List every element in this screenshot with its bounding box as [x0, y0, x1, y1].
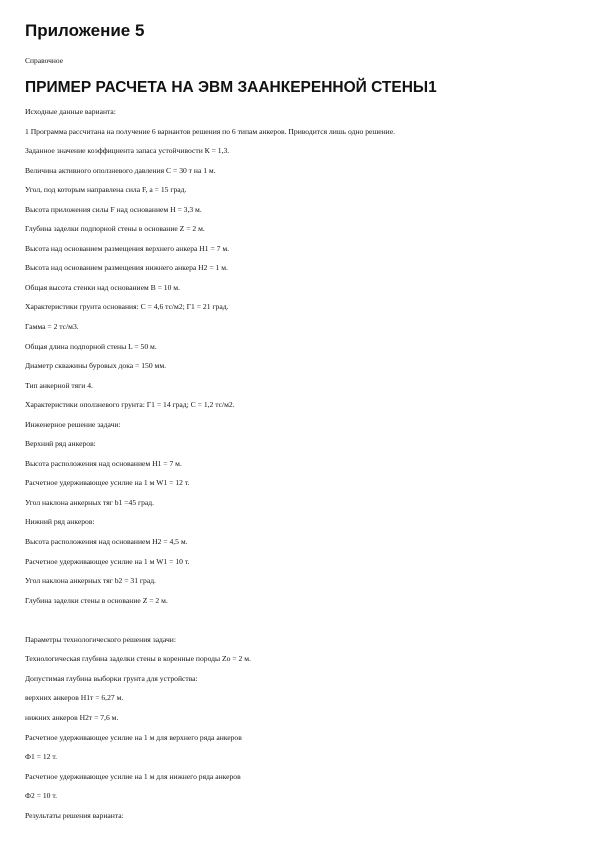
text-line: Расчетное удерживающее усилие на 1 м W1 = 12 т.: [25, 478, 190, 488]
text-line: Тип анкерной тяги 4.: [25, 380, 93, 390]
text-line: Угол наклона анкерных тяг b2 = 31 град.: [25, 576, 156, 586]
blank-line: [25, 610, 575, 630]
text-line: Расчетное удерживающее усилие на 1 м для нижнего ряда анкеров: [25, 771, 241, 781]
text-line: Глубина заделки подпорной стены в основание Z = 2 м.: [25, 224, 205, 234]
text-line: нижних анкеров Н2т = 7,6 м.: [25, 712, 119, 722]
appendix-title: Приложение 5: [25, 21, 145, 40]
text-line: Нижний ряд анкеров:: [25, 517, 95, 527]
text-line: Заданное значение коэффициента запаса устойчивости К = 1,3.: [25, 146, 230, 156]
text-line: 1 Программа рассчитана на получение 6 вариантов решения по 6 типам анкеров. Приводится лишь одно решение.: [25, 126, 396, 136]
text-line: Расчетное удерживающее усилие на 1 м для верхнего ряда анкеров: [25, 732, 242, 742]
text-line: Технологическая глубина заделки стены в коренные породы Zo = 2 м.: [25, 654, 251, 664]
main-title: ПРИМЕР РАСЧЕТА НА ЭВМ ЗААНКЕРЕННОЙ СТЕНЫ1: [25, 79, 437, 96]
text-line: Верхний ряд анкеров:: [25, 439, 96, 449]
text-line: Угол, под которым направлена сила F, а = 15 град.: [25, 185, 187, 195]
text-line: Результаты решения варианта:: [25, 810, 124, 820]
text-line: Характеристики оползневого грунта: Г1 = 14 град; С = 1,2 тс/м2.: [25, 400, 235, 410]
text-line: Глубина заделки стены в основание Z = 2 м.: [25, 595, 168, 605]
text-line: Инженерное решение задачи:: [25, 419, 121, 429]
text-line: Ф1 = 12 т.: [25, 752, 58, 762]
document-page: [25, 20, 575, 825]
text-line: Высота расположения над основанием Н2 = 4,5 м.: [25, 537, 188, 547]
body-text: [25, 102, 575, 825]
text-line: Угол наклона анкерных тяг b1 =45 град.: [25, 497, 155, 507]
text-line: Исходные данные варианта:: [25, 107, 116, 116]
text-line: Ф2 = 10 т.: [25, 791, 58, 801]
text-line: Гамма = 2 тс/м3.: [25, 322, 79, 332]
text-line: Высота расположения над основанием Н1 = 7 м.: [25, 458, 182, 468]
text-line: Диаметр скважины буровых дока = 150 мм.: [25, 361, 167, 371]
text-line: Допустимая глубина выборки грунта для устройства:: [25, 673, 198, 683]
text-line: Характеристики грунта основания: С = 4,6 тс/м2; Г1 = 21 град.: [25, 302, 229, 312]
text-line: Высота приложения силы F над основанием Н = 3,3 м.: [25, 204, 202, 214]
text-line: Параметры технологического решения задачи:: [25, 634, 176, 644]
text-line: Общая высота стенки над основанием В = 10 м.: [25, 282, 180, 292]
text-line: Высота над основанием размещения нижнего анкера Н2 = 1 м.: [25, 263, 228, 273]
text-line: Общая длина подпорной стены L = 50 м.: [25, 341, 157, 351]
text-line: верхних анкеров Н1т = 6,27 м.: [25, 693, 124, 703]
subtitle: Справочное: [25, 56, 64, 65]
text-line: Высота над основанием размещения верхнего анкера Н1 = 7 м.: [25, 243, 230, 253]
text-line: Величина активного оползневого давления С = 30 т на 1 м.: [25, 165, 216, 175]
text-line: Расчетное удерживающее усилие на 1 м W1 = 10 т.: [25, 556, 190, 566]
